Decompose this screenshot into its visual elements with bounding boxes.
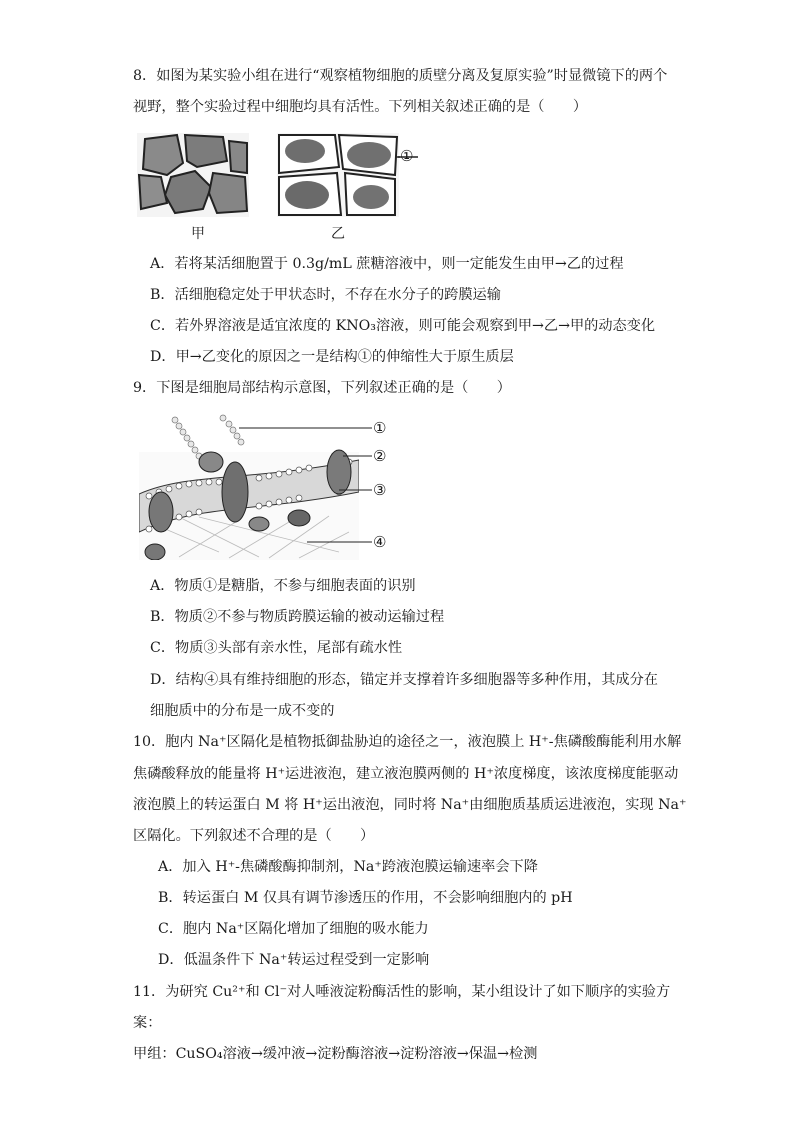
q9-marker-2: ②	[373, 447, 387, 465]
q8-figure-yi	[277, 133, 402, 217]
q8-fig-label-yi: 乙	[331, 226, 345, 242]
q11-stem-line1: 11．为研究 Cu²⁺和 Cl⁻对人唾液淀粉酶活性的影响，某小组设计了如下顺序的实验方	[133, 984, 671, 1000]
q8-stem-line2: 视野，整个实验过程中细胞均具有活性。下列相关叙述正确的是（ ）	[133, 99, 588, 115]
q8-option-a: A．若将某活细胞置于 0.3g/mL 蔗糖溶液中，则一定能发生由甲→乙的过程	[150, 256, 624, 272]
q9-membrane-figure	[139, 412, 359, 560]
q9-option-c: C．物质③头部有亲水性，尾部有疏水性	[150, 640, 403, 656]
q11-stem-line2: 案：	[133, 1015, 162, 1031]
q9-leader-extensions	[358, 420, 372, 550]
q8-figure-jia	[137, 133, 249, 217]
q10-stem-line4: 区隔化。下列叙述不合理的是（ ）	[133, 828, 375, 844]
q10-option-b: B．转运蛋白 M 仅具有调节渗透压的作用，不会影响细胞内的 pH	[158, 890, 573, 906]
q8-option-d: D．甲→乙变化的原因之一是结构①的伸缩性大于原生质层	[150, 349, 514, 365]
q11-group-a: 甲组：CuSO₄溶液→缓冲液→淀粉酶溶液→淀粉溶液→保温→检测	[133, 1046, 538, 1062]
q8-fig-label-jia: 甲	[191, 226, 205, 242]
q8-stem-line1: 8．如图为某实验小组在进行“观察植物细胞的质壁分离及复原实验”时显微镜下的两个	[133, 68, 668, 84]
q9-stem: 9．下图是细胞局部结构示意图，下列叙述正确的是（ ）	[133, 380, 511, 396]
q10-stem-line2: 焦磷酸释放的能量将 H⁺运进液泡，建立液泡膜两侧的 H⁺浓度梯度，该浓度梯度能驱动	[133, 766, 679, 782]
q10-option-d: D．低温条件下 Na⁺转运过程受到一定影响	[158, 952, 430, 968]
q8-marker-1: ①	[400, 147, 414, 165]
q9-marker-3: ③	[373, 481, 387, 499]
q10-stem-line1: 10．胞内 Na⁺区隔化是植物抵御盐胁迫的途径之一，液泡膜上 H⁺-焦磷酸酶能利用水解	[133, 734, 682, 750]
q9-option-d: D．结构④具有维持细胞的形态，锚定并支撑着许多细胞器等多种作用，其成分在	[150, 672, 658, 688]
q9-marker-1: ①	[373, 419, 387, 437]
q8-option-b: B．活细胞稳定处于甲状态时，不存在水分子的跨膜运输	[150, 287, 501, 303]
q10-option-a: A．加入 H⁺-焦磷酸酶抑制剂，Na⁺跨液泡膜运输速率会下降	[158, 859, 538, 875]
q10-option-c: C．胞内 Na⁺区隔化增加了细胞的吸水能力	[158, 921, 429, 937]
q9-option-a: A．物质①是糖脂，不参与细胞表面的识别	[150, 578, 416, 594]
q9-option-d-continued: 细胞质中的分布是一成不变的	[150, 703, 335, 719]
q10-stem-line3: 液泡膜上的转运蛋白 M 将 H⁺运出液泡，同时将 Na⁺由细胞质基质运进液泡，实现 Na⁺	[133, 797, 687, 813]
q9-option-b: B．物质②不参与物质跨膜运输的被动运输过程	[150, 609, 445, 625]
q9-marker-4: ④	[373, 533, 387, 551]
q8-option-c: C．若外界溶液是适宜浓度的 KNO₃溶液，则可能会观察到甲→乙→甲的动态变化	[150, 318, 656, 334]
